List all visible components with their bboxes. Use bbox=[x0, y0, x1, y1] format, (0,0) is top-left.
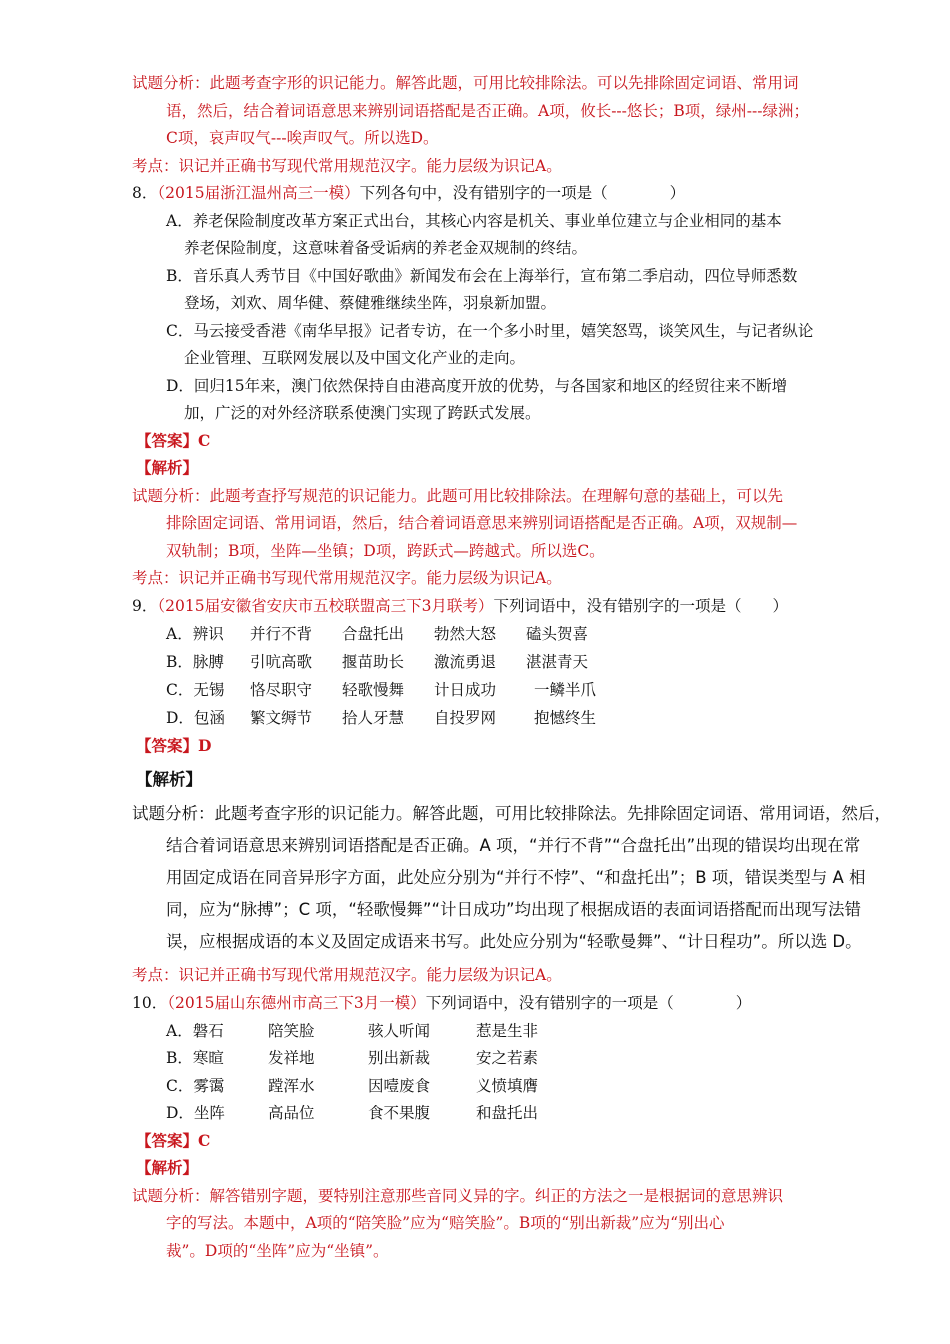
q8-option-a-line-1: A．养老保险制度改革方案正式出台，其核心内容是机关、事业单位建立与企业相同的基本 bbox=[166, 212, 782, 230]
q9-heading bbox=[132, 596, 788, 616]
q10-analysis-line-1: 试题分析：解答错别字题，要特别注意那些音同义异的字。纠正的方法之一是根据词的意思辨识 bbox=[132, 1187, 784, 1205]
q9-analysis-line-1: 试题分析：此题考查字形的识记能力。解答此题，可用比较排除法。先排除固定词语、常用词语，然后， bbox=[132, 804, 891, 823]
q7-kaodian: 考点：识记并正确书写现代常用规范汉字。能力层级为识记A。 bbox=[132, 157, 562, 175]
q9-option-a-col-3: 合盘托出 bbox=[342, 625, 405, 643]
q10-source: （2015届山东德州市高三下3月一模） bbox=[167, 994, 426, 1012]
q10-option-b-col-3: 别出新裁 bbox=[368, 1049, 431, 1067]
q9-analysis-line-4: 同，应为“脉搏”；C 项，“轻歌慢舞”“计日成功”均出现了根据成语的表面词语搭配而出现写法错 bbox=[166, 900, 862, 919]
q8-source: （2015届浙江温州高三一模） bbox=[157, 184, 360, 202]
q7-analysis-line-2: 语，然后，结合着词语意思来辨别词语搭配是否正确。A项，攸长---悠长；B项，绿州---绿洲； bbox=[166, 102, 810, 120]
q8-analysis-line-1: 试题分析：此题考查抒写规范的识记能力。此题可用比较排除法。在理解句意的基础上，可以先 bbox=[132, 487, 784, 505]
q10-option-d-col-3: 食不果腹 bbox=[368, 1104, 431, 1122]
q8-option-c-line-1: C．马云接受香港《南华早报》记者专访，在一个多小时里，嬉笑怒骂，谈笑风生，与记者纵论 bbox=[166, 322, 814, 340]
q9-option-d-col-5: 抱憾终生 bbox=[534, 709, 597, 727]
q9-option-d-col-3: 拾人牙慧 bbox=[342, 709, 405, 727]
q10-option-a-col-3: 骇人听闻 bbox=[368, 1022, 431, 1040]
q8-option-a-line-2: 养老保险制度，这意味着备受诟病的养老金双规制的终结。 bbox=[184, 239, 588, 257]
q8-kaodian: 考点：识记并正确书写现代常用规范汉字。能力层级为识记A。 bbox=[132, 569, 562, 587]
q10-option-c-col-4: 义愤填膺 bbox=[476, 1077, 539, 1095]
q9-option-c-col-3: 轻歌慢舞 bbox=[342, 681, 405, 699]
q9-option-b-col-4: 激流勇退 bbox=[434, 653, 497, 671]
q10-option-c-col-3: 因噎废食 bbox=[368, 1077, 431, 1095]
q9-option-b-col-5: 湛湛青天 bbox=[526, 653, 589, 671]
q10-option-a-col-4: 惹是生非 bbox=[476, 1022, 539, 1040]
q10-jiexi-label: 【解析】 bbox=[136, 1158, 199, 1177]
q9-analysis-line-3: 用固定成语在同音异形字方面，此处应分别为“并行不悖”、“和盘托出”；B 项，错误类型与 A 相 bbox=[166, 868, 866, 887]
q8-stem: 下列各句中，没有错别字的一项是（ ） bbox=[359, 184, 686, 202]
q10-option-a-col-1: A．磐石 bbox=[166, 1022, 224, 1040]
q8-option-b-line-1: B．音乐真人秀节目《中国好歌曲》新闻发布会在上海举行，宣布第二季启动，四位导师悉数 bbox=[166, 267, 798, 285]
q9-jiexi-label: 【解析】 bbox=[136, 770, 202, 789]
q9-option-a-col-1: A．辨识 bbox=[166, 625, 224, 643]
q10-analysis-line-2: 字的写法。本题中，A项的“陪笑脸”应为“赔笑脸”。B项的“别出新裁”应为“别出心 bbox=[166, 1214, 725, 1232]
q10-answer: 【答案】C bbox=[136, 1131, 211, 1150]
q9-option-c-col-5: 一鳞半爪 bbox=[534, 681, 597, 699]
q9-option-c-col-1: C．无锡 bbox=[166, 681, 225, 699]
q8-jiexi-label: 【解析】 bbox=[136, 458, 199, 477]
q9-option-b-col-3: 揠苗助长 bbox=[342, 653, 405, 671]
q8-option-d-line-1: D．回归15年来，澳门依然保持自由港高度开放的优势，与各国家和地区的经贸往来不断增 bbox=[166, 377, 788, 395]
q9-option-c-col-2: 恪尽职守 bbox=[250, 681, 313, 699]
q10-option-d-col-1: D．坐阵 bbox=[166, 1104, 225, 1122]
q7-analysis-line-3: C项，哀声叹气---唉声叹气。所以选D。 bbox=[166, 129, 439, 147]
q9-source: （2015届安徽省安庆市五校联盟高三下3月联考） bbox=[157, 597, 494, 615]
q9-analysis-line-2: 结合着词语意思来辨别词语搭配是否正确。A 项，“并行不背”“合盘托出”出现的错误均出现在常 bbox=[166, 836, 861, 855]
q8-answer: 【答案】C bbox=[136, 431, 211, 450]
q9-option-d-col-4: 自投罗网 bbox=[434, 709, 497, 727]
q8-option-d-line-2: 加，广泛的对外经济联系使澳门实现了跨跃式发展。 bbox=[184, 404, 541, 422]
q10-option-b-col-1: B．寒暄 bbox=[166, 1049, 224, 1067]
q9-option-a-col-2: 并行不背 bbox=[250, 625, 313, 643]
q10-option-d-col-4: 和盘托出 bbox=[476, 1104, 539, 1122]
q8-heading bbox=[132, 183, 685, 203]
q9-number: 9． bbox=[132, 597, 158, 615]
q7-analysis-line-1: 试题分析：此题考查字形的识记能力。解答此题，可用比较排除法。可以先排除固定词语、常用词 bbox=[132, 74, 799, 92]
q8-analysis-line-2: 排除固定词语、常用词语，然后，结合着词语意思来辨别词语搭配是否正确。A项，双规制— bbox=[166, 514, 798, 532]
q9-analysis-line-5: 误，应根据成语的本义及固定成语来书写。此处应分别为“轻歌曼舞”、“计日程功”。所以选 D。 bbox=[166, 932, 862, 951]
q10-heading bbox=[132, 993, 751, 1013]
q8-option-b-line-2: 登场，刘欢、周华健、蔡健雅继续坐阵，羽泉新加盟。 bbox=[184, 294, 557, 312]
q9-option-b-col-2: 引吭高歌 bbox=[250, 653, 313, 671]
q9-option-b-col-1: B．脉膊 bbox=[166, 653, 224, 671]
q9-kaodian: 考点：识记并正确书写现代常用规范汉字。能力层级为识记A。 bbox=[132, 966, 562, 984]
q9-option-a-col-4: 勃然大怒 bbox=[434, 625, 497, 643]
q10-option-b-col-4: 安之若素 bbox=[476, 1049, 539, 1067]
q9-option-d-col-1: D．包涵 bbox=[166, 709, 225, 727]
q10-option-c-col-2: 蹚浑水 bbox=[268, 1077, 315, 1095]
q10-option-c-col-1: C．雾霭 bbox=[166, 1077, 225, 1095]
q9-option-c-col-4: 计日成功 bbox=[434, 681, 497, 699]
q8-option-c-line-2: 企业管理、互联网发展以及中国文化产业的走向。 bbox=[184, 349, 526, 367]
q9-option-a-col-5: 磕头贺喜 bbox=[526, 625, 589, 643]
q8-analysis-line-3: 双轨制；B项，坐阵—坐镇；D项，跨跃式—跨越式。所以选C。 bbox=[166, 542, 605, 560]
q9-stem: 下列词语中，没有错别字的一项是（ ） bbox=[493, 597, 788, 615]
q9-answer: 【答案】D bbox=[136, 736, 212, 755]
q10-number: 10． bbox=[132, 994, 168, 1012]
q10-option-d-col-2: 高品位 bbox=[268, 1104, 315, 1122]
q8-number: 8． bbox=[132, 184, 158, 202]
q10-stem: 下列词语中，没有错别字的一项是（ ） bbox=[425, 994, 752, 1012]
q10-option-b-col-2: 发祥地 bbox=[268, 1049, 315, 1067]
q9-option-d-col-2: 繁文缛节 bbox=[250, 709, 313, 727]
q10-option-a-col-2: 陪笑脸 bbox=[268, 1022, 315, 1040]
q10-analysis-line-3: 裁”。D项的“坐阵”应为“坐镇”。 bbox=[166, 1242, 389, 1260]
